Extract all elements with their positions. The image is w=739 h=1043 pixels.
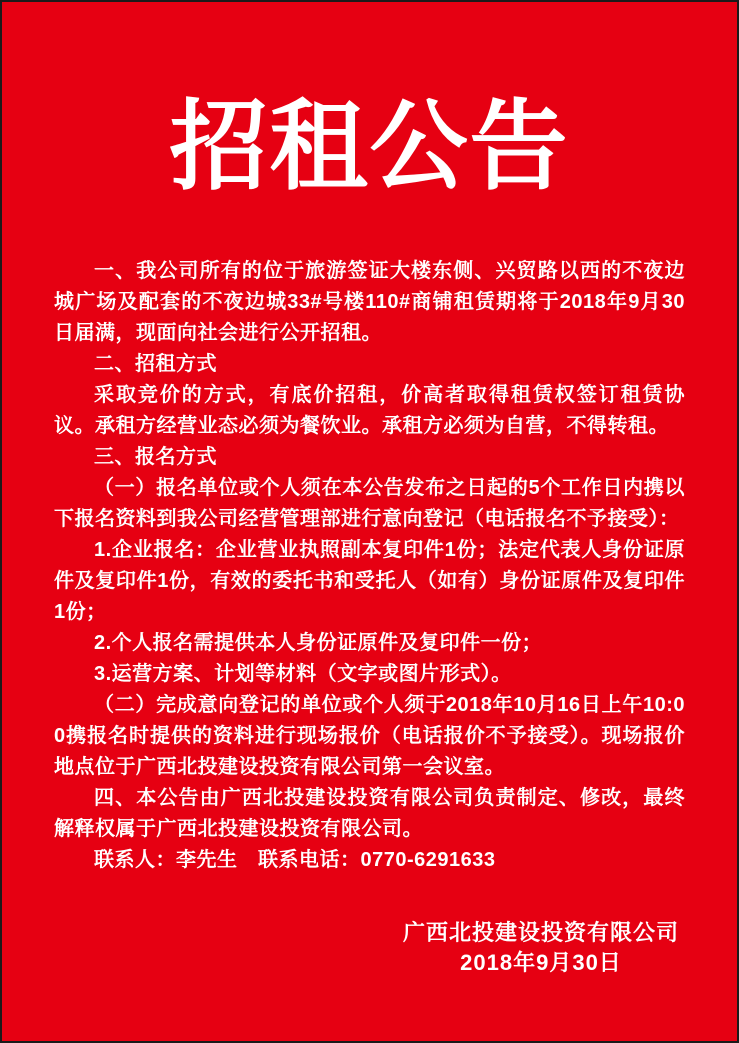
announcement-paragraph: 3.运营方案、计划等材料（文字或图片形式）。 — [94, 663, 512, 685]
announcement-paragraph: 一、我公司所有的位于旅游签证大楼东侧、兴贸路以西的不夜边城广场及配套的不夜边城33#号楼110#商铺租赁期将于2018年9月30日届满，现面向社会进行公开招租。 — [54, 260, 685, 344]
contact-line: 联系人：李先生 联系电话：0770-6291633 — [94, 849, 496, 871]
announcement-paragraph: （二）完成意向登记的单位或个人须于2018年10月16日上午10:00携报名时提供的资料进行现场报价（电话报价不予接受）。现场报价地点位于广西北投建设投资有限公司第一会议室。 — [54, 694, 685, 778]
signature-block — [2, 918, 737, 978]
announcement-paragraph: 2.个人报名需提供本人身份证原件及复印件一份； — [94, 632, 543, 654]
poster-title: 招租公告 — [169, 89, 570, 204]
signature-date: 2018年9月30日 — [460, 950, 622, 975]
signature-inner — [403, 918, 679, 978]
announcement-paragraph: 采取竞价的方式，有底价招租，价高者取得租赁权签订租赁协议。承租方经营业态必须为餐饮业。承租方必须为自营，不得转租。 — [54, 384, 685, 437]
announcement-paragraph: 二、招租方式 — [94, 353, 217, 375]
announcement-paragraph: （一）报名单位或个人须在本公告发布之日起的5个工作日内携以下报名资料到我公司经营管理部进行意向登记（电话报名不予接受）： — [54, 477, 685, 530]
announcement-paragraph: 三、报名方式 — [94, 446, 217, 468]
announcement-paragraph: 1.企业报名：企业营业执照副本复印件1份；法定代表人身份证原件及复印件1份，有效的委托书和受托人（如有）身份证原件及复印件1份； — [54, 539, 685, 623]
announcement-body — [2, 256, 737, 876]
company-name: 广西北投建设投资有限公司 — [402, 920, 679, 945]
announcement-paragraph: 四、本公告由广西北投建设投资有限公司负责制定、修改，最终解释权属于广西北投建设投资有限公司。 — [54, 787, 685, 840]
